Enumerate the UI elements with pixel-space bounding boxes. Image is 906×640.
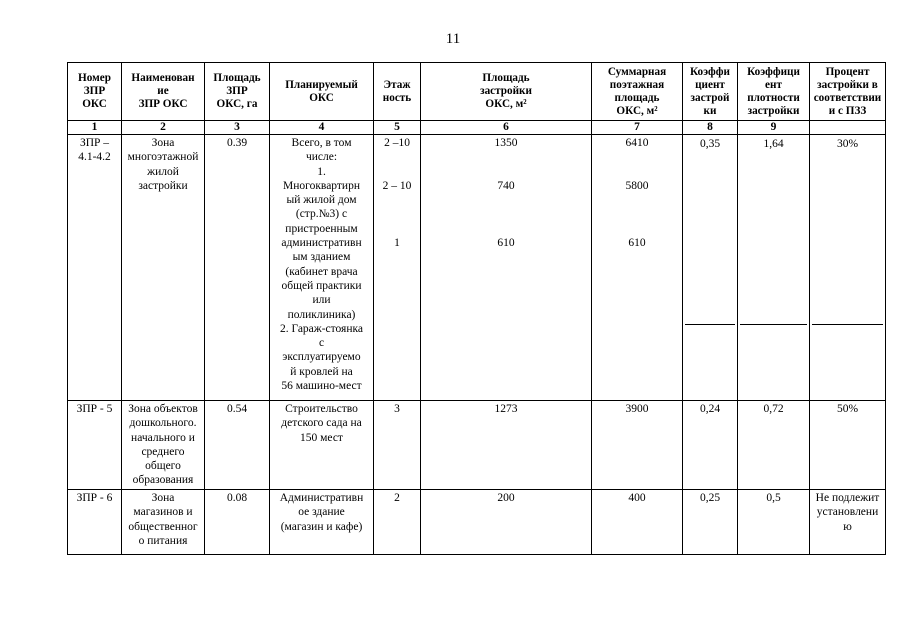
planned-object: Строительство [285,403,358,415]
column-number: 7 [592,121,683,135]
zone-name: о питания [138,534,188,547]
page-number: 11 [445,31,461,47]
zone-name: общего [145,460,181,473]
header-text: Суммарная [607,65,667,78]
column-header [592,63,683,121]
table-row [68,401,886,490]
column-header [738,63,810,121]
planned-object: детского сада на [281,417,362,430]
column-number: 8 [683,121,738,135]
zone-number: ЗПР – [79,137,110,149]
header-text: Площадь [213,72,261,84]
percent-cell [810,401,886,490]
percent-cell [810,490,886,555]
header-text: ность [382,91,412,104]
header-text: Коэффи [690,65,730,78]
header-text: Коэффици [747,65,800,78]
header-text: ки [703,104,717,117]
zone-name: Зона [151,137,175,149]
column-number: 2 [122,121,205,135]
planned-object: с [318,337,325,350]
header-text: соответствии [813,91,882,104]
planned-object: й кровлей на [290,365,353,378]
zone-name-cell [122,490,205,555]
zone-number-cell [68,490,122,555]
floor-area: 6410 [625,137,649,149]
column-header [421,63,592,121]
column-header [810,63,886,121]
planned-object: (стр.№3) с [295,208,348,221]
zone-name: дошкольного. [129,417,197,430]
zone-area-cell: 0.08 [205,490,270,555]
floors: 2 –10 [384,137,410,149]
zone-number: ЗПР - 6 [76,492,113,504]
planned-object-cell [270,401,374,490]
column-header [374,63,421,121]
header-text: Этаж [383,78,411,91]
built-area: 200 [497,492,515,504]
planned-object: ое здание [298,506,345,519]
table-body [68,135,886,555]
header-text: застройки [747,104,800,117]
planned-object-cell [270,490,374,555]
zone-name: застройки [138,179,188,192]
zone-name: магазинов и [133,506,193,519]
column-number: 9 [738,121,810,135]
density-coefficient-cell [738,135,810,401]
column-number: 6 [421,121,592,135]
column-header [122,63,205,121]
header-text: ОКС, га [216,98,258,110]
header-text: площадь [614,91,660,104]
zone-number-cell [68,401,122,490]
header-row [68,63,886,121]
floors-cell [374,490,421,555]
header-text: циент [695,78,725,91]
column-number [810,121,886,135]
planned-object: или [312,294,331,307]
zone-name: жилой [147,165,179,178]
planned-object: Всего, в том [291,137,352,149]
planned-object: Административн [279,492,364,504]
floor-area-cell [592,401,683,490]
header-text: ЗПР [226,85,248,97]
table-row [68,135,886,401]
percent: установлени [816,506,879,519]
percent: 30% [836,138,859,150]
planned-object: (кабинет врача [285,265,358,278]
floors-cell [374,401,421,490]
planned-object: ый жилой дом [286,194,357,207]
zone-name: Зона объектов [128,403,198,415]
planned-object: общей практики [281,279,362,292]
header-text: поэтажная [609,78,665,91]
zone-number-cell [68,135,122,401]
header-text: ОКС [82,98,107,110]
floors-cell [374,135,421,401]
header-text: плотности [747,91,800,104]
percent: ю [843,520,852,533]
planned-object-cell [270,135,374,401]
built-area: 740 [497,179,515,192]
floors: 3 [394,403,400,415]
planned-object: Многоквартирн [283,179,360,192]
column-number-row [68,121,886,135]
percent: Не подлежит [815,492,880,504]
zone-name: среднего [141,445,185,458]
planned-object: 56 машино-мест [281,380,362,393]
header-text: ие [157,85,169,97]
built-area-cell [421,401,592,490]
density-coefficient: 1,64 [740,136,807,325]
header-text: застройки [480,85,532,97]
zone-name: Зона [151,492,175,504]
built-area: 610 [497,237,515,250]
built-area-cell [421,135,592,401]
built-area: 1273 [494,403,518,415]
planned-object: 2. Гараж-стоянка [279,322,364,335]
floor-area: 610 [628,237,646,250]
header-text: застройки в [817,78,878,91]
column-number: 4 [270,121,374,135]
column-header [683,63,738,121]
percent: 50% [836,403,859,415]
planned-object: пристроенным [285,222,358,235]
planned-object: административн [281,237,362,250]
zone-number: 4.1-4.2 [78,151,111,164]
column-header [68,63,122,121]
header-text: Планируемый [285,78,358,91]
header-text: Процент [825,65,870,78]
header-text: и с ПЗЗ [828,104,867,117]
header-text: ОКС, м² [485,98,527,110]
build-coefficient-cell [683,135,738,401]
build-coefficient: 0,35 [685,136,735,325]
zone-name-cell [122,401,205,490]
header-text: ЗПР [83,85,106,97]
table-row [68,490,886,555]
planned-object: поликлиника) [287,308,356,321]
build-coefficient-cell: 0,24 [683,401,738,490]
floors: 2 – 10 [382,179,412,192]
header-text: Номер [78,72,111,84]
planned-object: ым зданием [292,251,351,264]
zone-name: многоэтажной [127,151,199,164]
zone-area-cell: 0.54 [205,401,270,490]
zone-name: начального и [131,431,195,444]
zone-name: образования [132,474,194,487]
column-number: 5 [374,121,421,135]
floor-area-cell [592,490,683,555]
zone-name-cell [122,135,205,401]
header-text: ент [765,78,782,91]
header-text: ОКС, м² [616,104,658,117]
floor-area: 5800 [625,179,649,192]
planned-object: (магазин и кафе) [280,520,363,533]
floors: 1 [394,237,400,250]
header-text: ЗПР ОКС [138,98,188,110]
floors: 2 [394,492,400,504]
density-coefficient-cell: 0,5 [738,490,810,555]
density-coefficient-cell: 0,72 [738,401,810,490]
planned-object: эксплуатируемо [282,351,361,364]
planned-object: числе: [305,151,338,164]
column-header [205,63,270,121]
column-number: 3 [205,121,270,135]
zone-area-cell: 0.39 [205,135,270,401]
header-text: Площадь [482,72,530,84]
planned-object: 1. [317,165,326,178]
header-text: застрой [690,91,730,104]
floor-area-cell [592,135,683,401]
header-text: Наименован [131,72,195,84]
floor-area: 400 [628,492,646,504]
zone-number: ЗПР - 5 [76,403,113,415]
planning-table [67,62,886,555]
column-number: 1 [68,121,122,135]
build-coefficient-cell: 0,25 [683,490,738,555]
zone-name: общественног [128,520,198,533]
column-header [270,63,374,121]
planned-object: 150 мест [300,431,343,444]
built-area: 1350 [494,137,518,149]
built-area-cell [421,490,592,555]
floor-area: 3900 [625,403,649,415]
header-text: ОКС [309,91,334,104]
percent-cell [810,135,886,401]
